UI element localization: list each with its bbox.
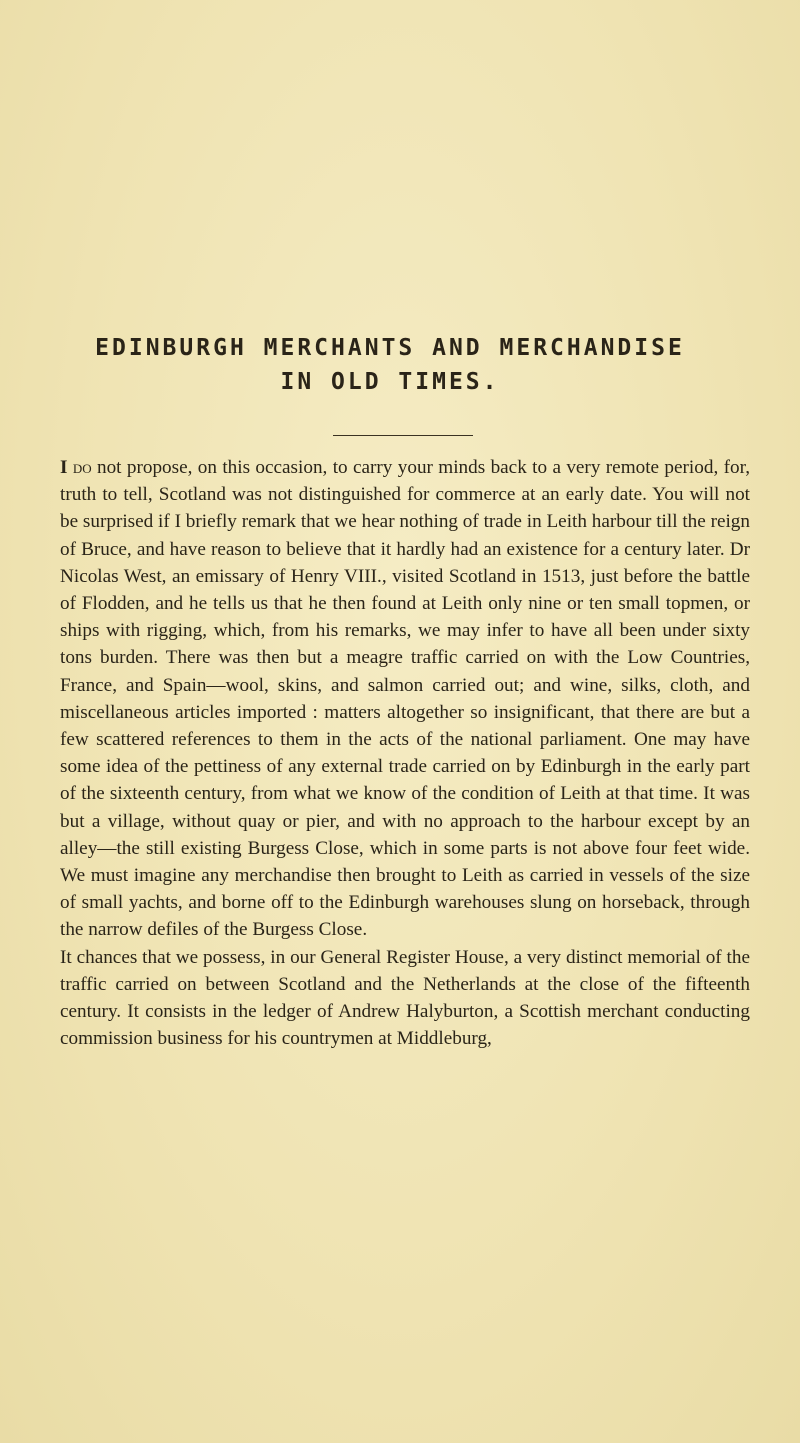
lead-letter: I — [60, 457, 68, 478]
paragraph-1 — [60, 454, 750, 944]
paragraph-2 — [60, 944, 750, 1053]
paragraph-2-text: It chances that we possess, in our General Register House, a very distinct memorial of the traffic carried on between Scotland and the Netherlands at the close of the fifteenth century. It consists in the ledger of Andrew Halyburton, a Scottish merchant conducting commission business for his countrymen at Middleburg, — [60, 946, 750, 1050]
title-divider-rule — [333, 435, 473, 436]
chapter-title-line-2: IN OLD TIMES. — [280, 369, 500, 395]
lead-word: do — [72, 457, 92, 478]
body-text — [60, 454, 750, 1052]
chapter-title-line-1: EDINBURGH MERCHANTS AND MERCHANDISE — [95, 335, 685, 361]
paragraph-1-text: not propose, on this occasion, to carry your minds back to a very remote period, for, truth to tell, Scotland was not distinguished for commerce at an early date. You will not be surprised if I briefly remark that we hear nothing of trade in Leith harbour till the reign of Bruce, and have reason to believe that it hardly had an existence for a century later. Dr Nicolas West, an emissary of Henry VIII., visited Scotland in 1513, just before the battle of Flodden, and he tells us that he then found at Leith only nine or ten small topmen, or ships with rigging, which, from his remarks, we may infer to have all been under sixty tons burden. There was then but a meagre traffic carried on with the Low Countries, France, and Spain—wool, skins, and salmon carried out; and wine, silks, cloth, and miscellaneous articles imported : matters altogether so insignificant, that there are but a few scattered references to them in the acts of the national parliament. One may have some idea of the pettiness of any external trade carried on by Edinburgh in the early part of the sixteenth century, from what we know of the condition of Leith at that time. It was but a village, without quay or pier, and with no approach to the harbour except by an alley—the still existing Burgess Close, which in some parts is not above four feet wide. We must imagine any merchandise then brought to Leith as carried in vessels of the size of small yachts, and borne off to the Edinburgh warehouses slung on horseback, through the narrow defiles of the Burgess Close. — [60, 457, 750, 941]
